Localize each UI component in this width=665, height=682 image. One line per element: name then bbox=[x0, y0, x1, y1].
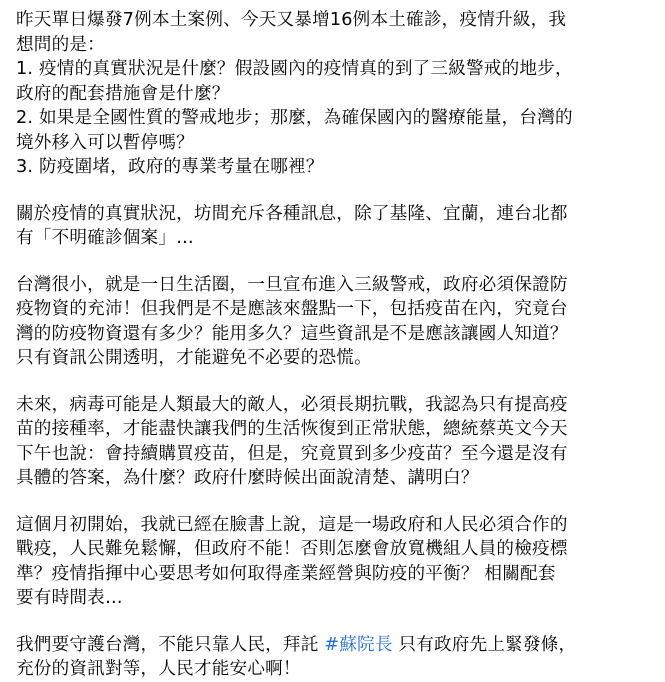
post-text-line: 1. 疫情的真實狀況是什麼？假設國內的疫情真的到了三級警戒的地步， bbox=[16, 59, 573, 79]
post-text-line: 關於疫情的真實狀況，坊間充斥各種訊息，除了基隆、宜蘭，連台北都 bbox=[16, 203, 568, 224]
paragraph-vaccine bbox=[16, 393, 645, 491]
post-text-line: 疫物資的充沛！但我們是不是應該來盤點一下，包括疫苗在內，究竟台 bbox=[16, 299, 568, 319]
post-text-line: 未來，病毒可能是人類最大的敵人，必須長期抗戰，我認為只有提高疫 bbox=[16, 394, 568, 415]
post-text-line: 充份的資訊對等，人民才能安心啊！ bbox=[16, 659, 301, 679]
post-text-line: 要有時間表… bbox=[16, 588, 123, 608]
post-text-line: 境外移入可以暫停嗎？ bbox=[16, 132, 194, 153]
post-text-line bbox=[16, 633, 645, 658]
post-text-line: 政府的配套措施會是什麼？ bbox=[16, 83, 230, 104]
post-text-line: 想問的是： bbox=[16, 34, 105, 55]
post-text-line: 昨天單日爆發7例本土案例、今天又暴增16例本土確診，疫情升級，我 bbox=[16, 10, 567, 30]
post-text-line: 準？疫情指揮中心要思考如何取得產業經營與防疫的平衡？ 相關配套 bbox=[16, 563, 556, 584]
hashtag-link[interactable]: #蘇院長 bbox=[324, 634, 393, 655]
post-text-line: 戰疫，人民難免鬆懈，但政府不能！否則怎麼會放寬機組人員的檢疫標 bbox=[16, 539, 568, 559]
paragraph-closing bbox=[16, 633, 645, 682]
closing-text-before: 我們要守護台灣，不能只靠人民，拜託 bbox=[16, 634, 325, 655]
post-text-line: 灣的防疫物資還有多少？能用多久？這些資訊是不是應該讓國人知道？ bbox=[16, 323, 568, 344]
post-text-line: 只有資訊公開透明，才能避免不必要的恐慌。 bbox=[16, 348, 372, 368]
closing-text-after: 只有政府先上緊發條， bbox=[392, 634, 577, 655]
post-text-line: 有「不明確診個案」… bbox=[16, 228, 194, 248]
post-text-line: 具體的答案，為什麼？政府什麼時候出面說清楚、講明白？ bbox=[16, 468, 479, 488]
post-text-line: 苗的接種率，才能盡快讓我們的生活恢復到正常狀態，總統蔡英文今天 bbox=[16, 419, 568, 439]
post-text-line: 台灣很小，就是一日生活圈，一旦宣布進入三級警戒，政府必須保證防 bbox=[16, 274, 568, 295]
paragraph-situation bbox=[16, 202, 645, 251]
post-text-line: 2. 如果是全國性質的警戒地步；那麼，為確保國內的醫療能量，台灣的 bbox=[16, 108, 573, 128]
paragraph-supplies bbox=[16, 273, 645, 371]
post-text-line: 這個月初開始，我就已經在臉書上說，這是一場政府和人民必須合作的 bbox=[16, 514, 568, 535]
post-text-line: 下午也說：會持續購買疫苗，但是，究竟買到多少疫苗？至今還是沒有 bbox=[16, 443, 568, 464]
post-text-line: 3. 防疫圍堵，政府的專業考量在哪裡？ bbox=[16, 157, 324, 177]
paragraph-questions bbox=[16, 8, 645, 180]
paragraph-cooperation bbox=[16, 513, 645, 611]
